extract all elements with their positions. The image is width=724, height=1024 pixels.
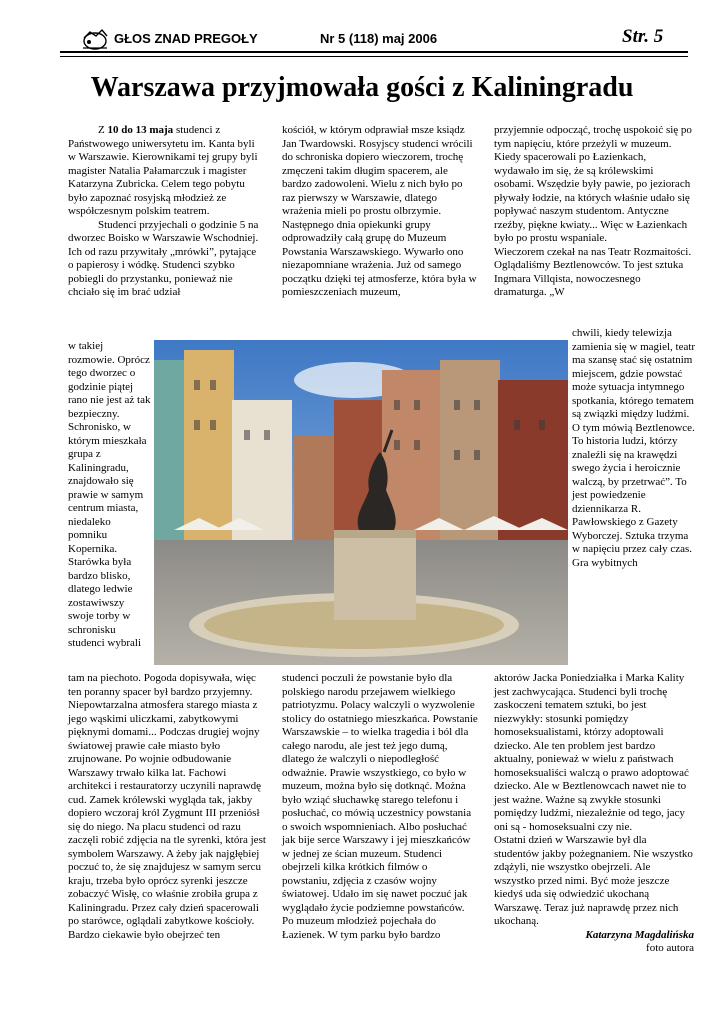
- column-2-top: [282, 124, 478, 300]
- paragraph: Wieczorem czekał na nas Teatr Rozmaitości. Oglądaliśmy Beztlenowców. To jest sztuka Ingmara Villqista, nowoczesnego dramaturga. „W: [494, 245, 692, 298]
- column-1-narrow: [68, 340, 152, 651]
- newspaper-name: GŁOS ZNAD PREGOŁY: [114, 31, 258, 46]
- paragraph: przyjemnie odpocząć, trochę uspokoić się po tym napięciu, które przeżyli w muzeum. Kiedy spacerowali po Łazienkach, wydawało im się, że są królewskimi osobami. Wszędzie były pawie, po jeziorach pływały łodzie, na których właśnie udało się popływać naszym studentom. Antyczne rzeźby, piękne kwiaty... Więc w Łazienkach było po prostu wspaniale.: [494, 124, 692, 244]
- paragraph: Następnego dnia opiekunki grupy odprowadziły całą grupę do Muzeum Powstania Warszawskiego. Wywarło ono niezapomniane wrażenia. Już od samego początku dzięki tej atmosferze, która była w pomieszczeniach muzeum,: [282, 218, 477, 298]
- page-number: Str. 5: [622, 26, 664, 47]
- paragraph: Z 10 do 13 maja studenci z Państwowego uniwersytetu im. Kanta byli w Warszawie. Kierownikami tej grupy byli magister Natalia Pałamarczuk i magister Katarzyna Zubricka. Celem tego pobytu było zapoznać rosyjską młodzież ze współczesnym polskim teatrem.: [68, 124, 258, 217]
- paragraph: studenci poczuli że powstanie było dla polskiego narodu przejawem wielkiego patriotyzmu. Polacy walczyli o wyzwolenie stolicy do ostatniego mieszkańca. Powstanie Warszawskie – to wielka tragedia i ból dla całego narodu, ale jest też jego dumą, dlatego że walczyli o niepodległość odważnie. Prawie wszystkiego, co było w muzeum, można było się dotknąć. Można było wziąć słuchawkę starego telefonu i posłuchać, co mówią uczestnicy powstania o swoich wspomnieniach. Albo posłuchać jak bije serce Warszawy i jej mieszkańców w jednej ze ścian muzeum. Studenci obejrzeli kilka krótkich filmów o powstaniu, zdjęcia z czasów wojny światowej. Udało im się nawet poczuć jak wyglądało życie podziemne powstańców.: [282, 672, 478, 914]
- article-photo: [154, 340, 568, 665]
- header-rule: [60, 51, 688, 53]
- column-2-bottom: [282, 672, 478, 942]
- newspaper-logo-icon: [80, 26, 110, 54]
- paragraph: kościół, w którym odprawiał msze ksiądz Jan Twardowski. Rosyjscy studenci wrócili do schroniska dopiero wieczorem, trochę zmęczeni takim długim spacerem, ale bardzo zadowoleni. Wielu z nich było po raz pierwszy w Warszawie, dlatego wrażenia mieli po prostu olbrzymie.: [282, 124, 473, 217]
- column-1-bottom: [68, 672, 268, 942]
- paragraph: chwili, kiedy telewizja zamienia się w magiel, teatr ma szansę stać się ostatnim miejscem, gdzie powstać może sytuacja intymnego spotkania, którego tematem są związki między ludźmi. O tym mówią Beztlenowce. To historia ludzi, którzy znaleźli się na krawędzi swego życia i heroicznie walczą, by przetrwać”. To jest powiedzenie dziennikarza R. Pawłowskiego z Gazety Wyborczej. Sztuka trzyma w napięciu przez cały czas. Gra wybitnych: [572, 327, 696, 569]
- paragraph: Ostatni dzień w Warszawie był dla studentów jakby pożegnaniem. Nie wszystko zdążyli, nie wszystko obejrzeli. Ale wszystko przed nimi. Być może jeszcze kiedyś uda się odwiedzić ukochaną Warszawę. Teraz już naprawdę przez nich ukochaną.: [494, 834, 693, 927]
- paragraph: Studenci przyjechali o godzinie 5 na dworzec Boisko w Warszawie Wschodniej. Ich od razu przywitały „mrówki”, pytające o papierosy i wódkę. Studenci szybko pobiegli do przystanku, ponieważ nie chciało się im brać udział: [68, 218, 259, 298]
- paragraph: w takiej rozmowie. Oprócz tego dworzec o godzinie piątej rano nie jest aż tak bezpieczny. Schronisko, w którym mieszkała grupa z Kaliningradu, znajdowało się prawie w samym centrum miasta, niedaleko pomniku Kopernika. Starówka była bardzo blisko, dlatego ledwie zostawiwszy swoje torby w schronisku studenci wybrali: [68, 340, 151, 649]
- paragraph: aktorów Jacka Poniedziałka i Marka Kality jest zachwycająca. Studenci byli trochę zaskoczeni tematem sztuki, bo jest niezwykły: stosunki pomiędzy homoseksualistami, którzy adoptowali dziecko. Ale ten problem jest bardzo aktualny, ponieważ w wielu z państwach homoseksualiści walczą o prawo adoptować dziecko. Ale w Beztlenowcach nawet nie to jest ważne. Ważne są zwykłe stosunki pomiędzy ludźmi, niezależnie od tego, jacy oni są - homoseksualni czy nie.: [494, 672, 689, 833]
- column-1-top: [68, 124, 264, 300]
- photo-credit: foto autora: [646, 942, 694, 954]
- header-rule-thin: [60, 56, 688, 57]
- page-header: [0, 0, 724, 62]
- warsaw-old-town-photo: [154, 340, 568, 665]
- paragraph: tam na piechoto. Pogoda dopisywała, więc ten poranny spacer był bardzo przyjemny. Niepowtarzalna atmosfera starego miasta z jego wąskimi uliczkami, zabytkowymi pięknymi domami... Podczas drugiej wojny światowej prawie całe miasto było zrujnowane. Po wojnie odbudowanie Warszawy trwało kilka lat. Fachowi architekci i restauratorzy uczynili naprawdę cud. Zamek królewski wygląda tak, jakby dopiero wczoraj król Zygmunt III przeniósł się do niego. Na placu studenci od razu zaczęli robić zdjęcia na tle syrenki, która jest symbolem Warszawy. A żeby jak najgłębiej poczuć to, że się znajdujesz w samym sercu kraju, trzeba było oprócz syrenki jeszcze zobaczyć Wisłę, co właśnie zrobiła grupa z Kaliningradu. Przez cały dzień spacerowali po starówce, oglądali zabytkowe kościoły. Bardzo ciekawie było obejrzeć ten: [68, 672, 266, 941]
- issue-number: Nr 5 (118) maj 2006: [320, 31, 438, 46]
- column-3-top: [494, 124, 694, 300]
- paragraph: Po muzeum młodzież pojechała do Łazienek. W tym parku było bardzo: [282, 915, 441, 941]
- column-3-bottom: [494, 672, 694, 956]
- article-headline: Warszawa przyjmowała gości z Kaliningradu: [90, 72, 634, 103]
- column-3-narrow: [572, 327, 696, 570]
- author-signature: Katarzyna Magdalińska: [585, 928, 694, 941]
